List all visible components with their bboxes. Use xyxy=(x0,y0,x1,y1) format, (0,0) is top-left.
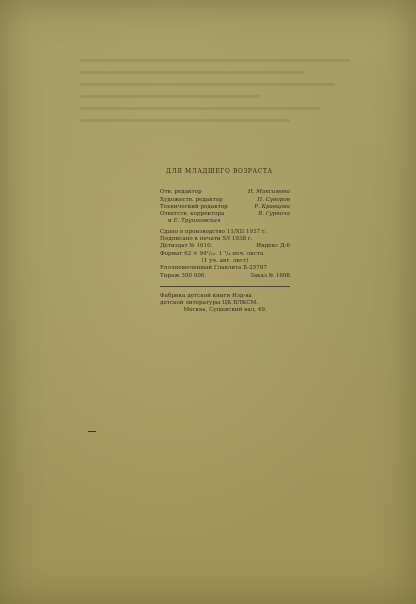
printer-line: детской литературы ЦК ВЛКСМ. xyxy=(160,300,259,307)
printer-line: Москва, Сущевский вал, 49. xyxy=(183,307,267,314)
production-block xyxy=(160,229,290,280)
production-line: Детиздат № 1610. Индекс Д-6 xyxy=(160,243,290,250)
printer-block xyxy=(160,293,290,315)
divider xyxy=(160,286,290,287)
credit-line: Технический редактор Р. Кравцова xyxy=(160,203,290,210)
printer-line: Фабрика детской книги Изд-ва xyxy=(160,292,252,299)
credit-line: Ответств. корректора В. Гурвича xyxy=(160,211,290,218)
credit-line: Художеств. редактор П. Суворов xyxy=(160,196,290,203)
credit-line: и Е. Трушковская xyxy=(168,218,221,225)
show-through-text xyxy=(80,50,380,160)
series-heading: ДЛЯ МЛАДШЕГО ВОЗРАСТА xyxy=(166,168,273,175)
credits-block xyxy=(160,189,290,225)
margin-mark xyxy=(88,431,96,432)
production-line: Уполномоченный Главлита Б-25707 xyxy=(160,265,267,272)
production-line: Подписано к печати 5/I 1938 г. xyxy=(160,236,253,243)
credit-line: Отв. редактор Н. Максимова xyxy=(160,189,290,196)
production-line: Тираж 300 000. Заказ № 1608 xyxy=(160,272,290,279)
production-line: Сдано в производство 11/XII 1937 г. xyxy=(160,228,267,235)
production-line: (1 уч. авт. лист) xyxy=(201,257,249,264)
production-line: Формат 62 × 94¹/₁₆. 1 ¹/₄ печ. листа xyxy=(160,250,264,257)
colophon xyxy=(160,168,290,315)
